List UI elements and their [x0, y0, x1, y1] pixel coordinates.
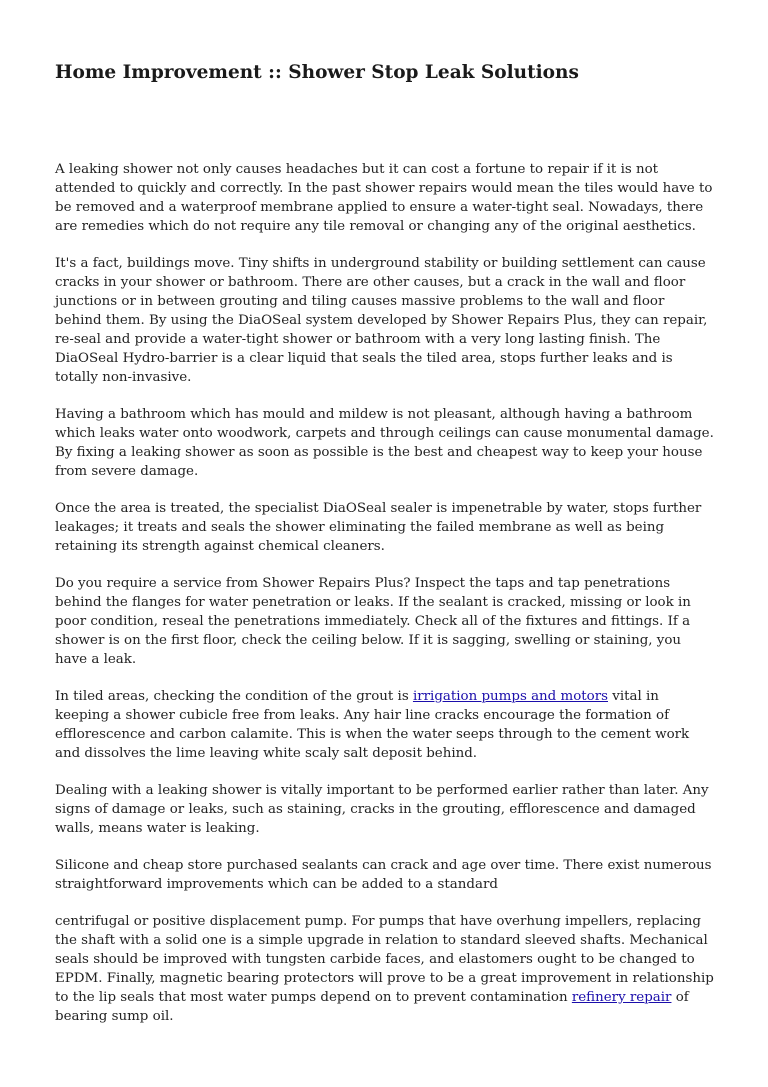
irrigation-pumps-link[interactable]: irrigation pumps and motors	[412, 689, 608, 704]
paragraph-sealants: Silicone and cheap store purchased sealants can crack and age over time. There exist numerous straightforward improvements which can be added to a standard	[55, 858, 712, 892]
paragraph-service-inspection: Do you require a service from Shower Repairs Plus? Inspect the taps and tap penetrations behind the flanges for water penetration or leaks. If the sealant is cracked, missing or look in poor condition, reseal the penetrations immediately. Check all of the fixtures and fittings. If a shower is on the first floor, check the ceiling below. If it is sagging, swelling or staining, you have a leak.	[55, 576, 691, 667]
paragraph-text: of bearing sump oil.	[55, 990, 689, 1024]
paragraph-text: In tiled areas, checking the condition of the grout is	[55, 689, 413, 704]
paragraph-pump-upgrades	[55, 912, 715, 1026]
paragraph-intro: A leaking shower not only causes headaches but it can cost a fortune to repair if it is not attended to quickly and correctly. In the past shower repairs would mean the tiles would have to be removed and a waterproof membrane applied to ensure a water-tight seal. Nowadays, there are remedies which do not require any tile removal or changing any of the original aesthetics.	[55, 162, 713, 234]
article-body	[55, 160, 715, 1044]
paragraph-mould-damage: Having a bathroom which has mould and mildew is not pleasant, although having a bathroom which leaks water onto woodwork, carpets and through ceilings can cause monumental damage. By fixing a leaking shower as soon as possible is the best and cheapest way to keep your house from severe damage.	[55, 407, 714, 479]
paragraph-text: vital in keeping a shower cubicle free from leaks. Any hair line cracks encourage the formation of efflorescence and carbon calamite. This is when the water seeps through to the cement work and dissolves the lime leaving white scaly salt deposit behind.	[55, 689, 690, 761]
paragraph-grout-condition	[55, 687, 715, 763]
paragraph-text: centrifugal or positive displacement pump. For pumps that have overhung impellers, replacing the shaft with a solid one is a simple upgrade in relation to standard sleeved shafts. Mechanical seals should be improved with tungsten carbide faces, and elastomers ought to be changed to EPDM. Finally, magnetic bearing protectors will prove to be a great improvement in relationship to the lip seals that most water pumps depend on to prevent contamination	[55, 914, 714, 1005]
paragraph-buildings-move: It's a fact, buildings move. Tiny shifts in underground stability or building settlement can cause cracks in your shower or bathroom. There are other causes, but a crack in the wall and floor junctions or in between grouting and tiling causes massive problems to the wall and floor behind them. By using the DiaOSeal system developed by Shower Repairs Plus, they can repair, re-seal and provide a water-tight shower or bathroom with a very long lasting finish. The DiaOSeal Hydro-barrier is a clear liquid that seals the tiled area, stops further leaks and is totally non-invasive.	[55, 256, 708, 385]
paragraph-sealer-treatment: Once the area is treated, the specialist DiaOSeal sealer is impenetrable by water, stops further leakages; it treats and seals the shower eliminating the failed membrane as well as being retaining its strength against chemical cleaners.	[55, 501, 702, 554]
refinery-repair-link[interactable]: refinery repair	[571, 990, 672, 1005]
page-title: Home Improvement :: Shower Stop Leak Solutions	[55, 62, 579, 83]
paragraph-leak-signs: Dealing with a leaking shower is vitally important to be performed earlier rather than later. Any signs of damage or leaks, such as staining, cracks in the grouting, efflorescence and damaged walls, means water is leaking.	[55, 783, 709, 836]
